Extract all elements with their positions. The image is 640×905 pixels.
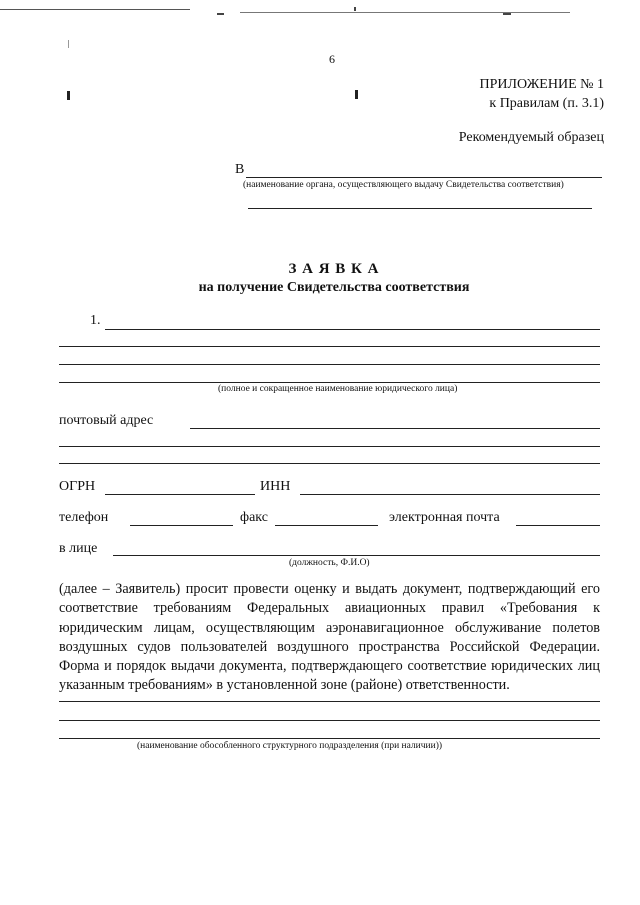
form-subtitle: на получение Свидетельства соответствия (198, 280, 470, 295)
recipient-line-2 (248, 208, 592, 209)
represented-by-line (113, 555, 600, 556)
section-number: 1. (90, 313, 101, 328)
org-name-line-2 (59, 346, 600, 347)
subdivision-line-3 (59, 738, 600, 739)
postal-address-label: почтовый адрес (59, 413, 154, 428)
fax-label: факс (240, 510, 268, 525)
page-number: 6 (329, 52, 335, 66)
subdivision-line-2 (59, 720, 600, 721)
recipient-caption: (наименование органа, осуществляющего выдачу Свидетельства соответствия) (243, 180, 564, 190)
phone-line (130, 525, 233, 526)
binding-hole-mark (67, 91, 70, 100)
recipient-line (246, 177, 602, 178)
scan-speck (217, 13, 224, 15)
application-body-text: (далее – Заявитель) просит провести оценку и выдать документ, подтверждающий его соответствие требованиям Федеральных авиационных правил «Требования к юридическим лицам, осуществляющим аэронавигационное обслуживание полетов воздушных судов пользователей воздушного пространства Российской Федерации. Форма и порядок выдачи документа, подтверждающего соответствие юридических лиц указанным требованиям» в установленной зоне (районе) ответственности. (59, 581, 600, 694)
recipient-prefix: В (235, 162, 245, 177)
appendix-title: ПРИЛОЖЕНИЕ № 1 (479, 77, 604, 92)
org-name-caption: (полное и сокращенное наименование юридического лица) (218, 384, 458, 394)
org-name-line-1 (105, 329, 600, 330)
binding-hole-mark (355, 90, 358, 99)
ogrn-label: ОГРН (59, 479, 96, 494)
phone-label: телефон (59, 510, 109, 525)
appendix-subtitle: к Правилам (п. 3.1) (489, 96, 604, 111)
scan-speck (503, 13, 511, 15)
org-name-line-3 (59, 364, 600, 365)
sample-note: Рекомендуемый образец (458, 130, 604, 145)
inn-label: ИНН (260, 479, 291, 494)
subdivision-line-1 (59, 701, 600, 702)
represented-by-caption: (должность, Ф.И.О) (289, 558, 370, 568)
ogrn-line (105, 494, 255, 495)
form-title: З А Я В К А (288, 261, 380, 277)
scan-edge-line (240, 12, 570, 13)
represented-by-label: в лице (59, 541, 98, 556)
scan-speck (68, 40, 69, 48)
postal-address-line-2 (59, 446, 600, 447)
email-label: электронная почта (389, 510, 500, 525)
scan-speck (354, 7, 356, 11)
postal-address-line-1 (190, 428, 600, 429)
inn-line (300, 494, 600, 495)
email-line (516, 525, 600, 526)
postal-address-line-3 (59, 463, 600, 464)
subdivision-caption: (наименование обособленного структурного подразделения (при наличии)) (137, 741, 443, 751)
scan-edge-line (0, 9, 190, 10)
org-name-line-4 (59, 382, 600, 383)
fax-line (275, 525, 378, 526)
